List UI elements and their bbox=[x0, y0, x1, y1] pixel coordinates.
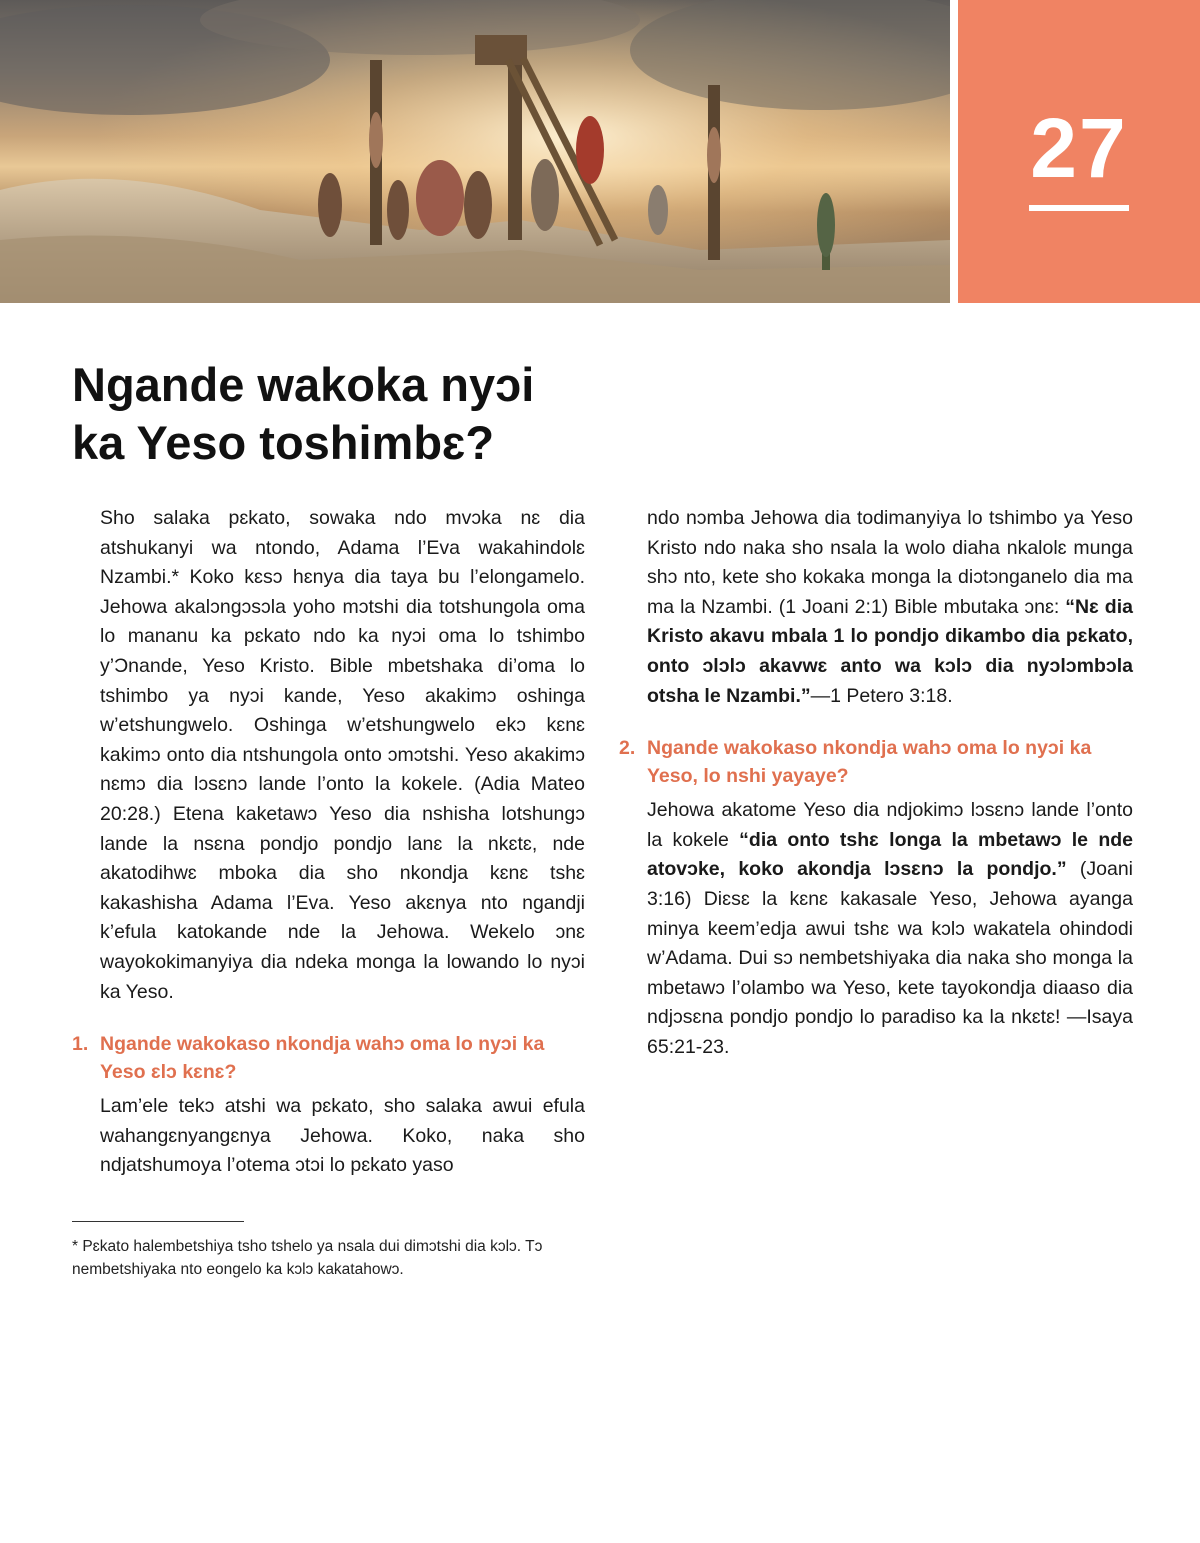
section-2-quote: “dia onto tshɛ longa la mbetawɔ le nde atovɔke, koko akondja lɔsɛnɔ la pondjo.” bbox=[647, 828, 1133, 881]
right-column bbox=[619, 504, 1133, 1063]
page-title-line-2: ka Yeso toshimbɛ? bbox=[72, 416, 495, 469]
intro-paragraph bbox=[100, 504, 585, 1007]
section-2-question-text: Ngande wakokaso nkondja wahɔ oma lo nyɔi ka Yeso, lo nshi yayaye? bbox=[647, 737, 1092, 788]
section-1-question bbox=[72, 1030, 585, 1086]
section-2-paragraph bbox=[647, 796, 1133, 1062]
page-title-line-1: Ngande wakoka nyɔi bbox=[72, 358, 535, 411]
footnote-divider bbox=[72, 1221, 244, 1222]
section-2-text-a: Jehowa akatome Yeso dia ndjokimɔ lɔsɛnɔ lande l’onto la kokele bbox=[647, 799, 1133, 851]
intro-text-rest: Koko kɛsɔ hɛnya dia taya bu l’elongamelo. Jehowa akalɔngɔsɔla yoho mɔtshi dia totshungola oma lo mananu ka pɛkato ndo ka nyɔi oma lo tshimbo y’Ɔnande, Yeso Kristo. Bible mbetshaka di’oma lo tshimbo ya nyɔi kande, Yeso akakimɔ oshinga w’etshungwelo. Oshinga w’etshungwelo ekɔ kɛnɛ kakimɔ onto dia ntshungola onto ɔmɔtshi. Yeso akakimɔ nɛmɔ dia lɔsɛnɔ lande l’onto la kokele. (Adia Mateo 20:28.) Etena kaketawɔ Yeso dia nshisha lotshungɔ lande la nsɛna pondjo pondjo lanɛ la nkɛtɛ, nde akatodihwɛ mboka dia sho nkondja kɛnɛ tshɛ kakashisha Adama l’Eva. Yeso akɛnya nto ngandji k’efula katokande nde la Jehowa. Wekelo ɔnɛ wayokokimanyiya dia ndeka monga la lowando lo nyɔi ka Yeso. bbox=[100, 566, 585, 1003]
section-1-number: 1. bbox=[72, 1033, 89, 1056]
section-1-text: ndo nɔmba Jehowa dia todimanyiya lo tshimbo ya Yeso Kristo ndo naka sho nsala la wolo diaha nkalolɛ munga shɔ nto, kete sho kokaka monga la diɔtɔnganelo dia ma ma la Nzambi. (1 Joani 2:1) Bible mbutaka ɔnɛ: bbox=[647, 507, 1133, 618]
section-2-number: 2. bbox=[619, 737, 636, 760]
section-1-paragraph-continued bbox=[647, 504, 1133, 711]
section-1-reference[interactable]: —1 Petero 3:18. bbox=[810, 684, 953, 707]
section-1-paragraph-start: Lam’ele tekɔ atshi wa pɛkato, sho salaka awui efula wahangɛnyangɛnya Jehowa. Koko, naka sho ndjatshumoya l’otema ɔtɔi lo pɛkato yaso bbox=[100, 1095, 585, 1177]
crucifixion-scene-illustration bbox=[0, 0, 950, 303]
chapter-number-box bbox=[958, 0, 1200, 303]
left-column bbox=[72, 504, 585, 1181]
page-title bbox=[72, 356, 672, 472]
header-image bbox=[0, 0, 950, 303]
footnote: * Pɛkato halembetshiya tsho tshelo ya nsala dui dimɔtshi dia kɔlɔ. Tɔ nembetshiyaka nto eongelo ka kɔlɔ kakatahowɔ. bbox=[72, 1238, 543, 1278]
chapter-number-underline bbox=[1029, 205, 1129, 211]
section-2-question bbox=[619, 734, 1133, 790]
section-1-quote: “Nɛ dia Kristo akavu mbala 1 lo pondjo dikambo dia pɛkato, onto ɔlɔlɔ akavwɛ anto wa kɔlɔ dia nyɔlɔmbɔla otsha le Nzambi.” bbox=[647, 595, 1133, 707]
intro-text-start: Sho salaka pɛkato, sowaka ndo mvɔka nɛ dia atshukanyi wa ntondo, Adama l’Eva wakahindolɛ Nzambi. bbox=[100, 507, 585, 589]
section-1-question-text: Ngande wakokaso nkondja wahɔ oma lo nyɔi ka Yeso ɛlɔ kɛnɛ? bbox=[100, 1033, 545, 1084]
chapter-number: 27 bbox=[1030, 101, 1128, 195]
section-2-text-b: (Joani 3:16) Diɛsɛ la kɛnɛ kakasale Yeso, Jehowa ayanga minya keem’edja awui tshɛ wa kɔlɔ wakatela ohindodi w’Adama. Dui sɔ nembetshiyaka dia naka sho monga la mbetawɔ l’olambo wa Yeso, kete tayokondja diaaso dia ndjɔsɛna pondjo pondjo lo paradiso ka la nkɛtɛ! —Isaya 65:21-23. bbox=[647, 858, 1133, 1058]
footnote-marker[interactable]: * bbox=[171, 566, 180, 589]
